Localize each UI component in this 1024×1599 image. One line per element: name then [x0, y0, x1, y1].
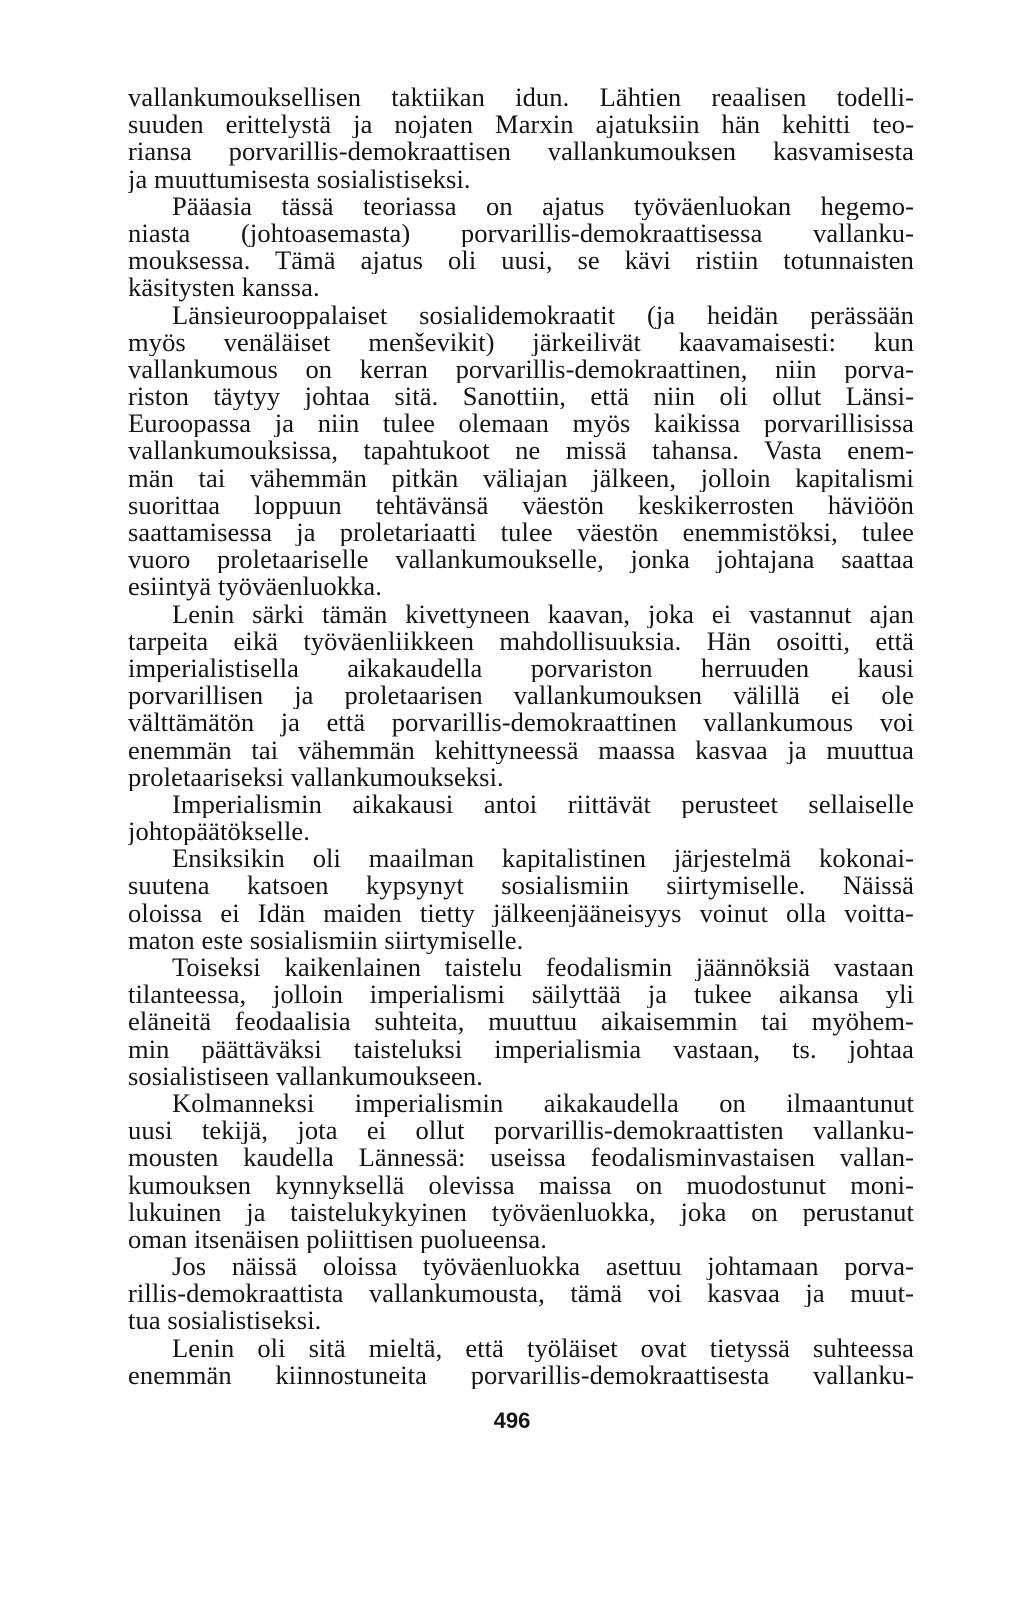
text-line: imperialistisella aikakaudella porvariston herruuden kausi	[128, 654, 914, 683]
page-number: 496	[493, 1408, 531, 1433]
text-line: johtopäätökselle.	[128, 818, 310, 846]
text-line: Länsieurooppalaiset sosialidemokraatit (ja heidän perässään	[172, 301, 914, 329]
text-line: tarpeita eikä työväenliikkeen mahdollisuuksia. Hän osoitti, että	[128, 627, 914, 655]
text-line: mouksessa. Tämä ajatus oli uusi, se kävi ristiin totunnaisten	[128, 247, 914, 275]
text-line: tilanteessa, jolloin imperialismi säilyttää ja tukee aikansa yli	[128, 981, 914, 1009]
text-line: esiintyä työväenluokka.	[128, 573, 382, 601]
text-line: proletaariseksi vallankumoukseksi.	[128, 763, 504, 791]
text-line: min päättäväksi taisteluksi imperialismia vastaan, ts. johtaa	[128, 1035, 914, 1063]
text-line: Ensiksikin oli maailman kapitalistinen järjestelmä kokonai-	[172, 845, 914, 873]
text-line: suorittaa loppuun tehtävänsä väestön keskikerrosten häviöön	[128, 491, 914, 519]
text-line: oman itsenäisen poliittisen puolueensa.	[128, 1225, 547, 1254]
text-line: Toiseksi kaikenlainen taistelu feodalismin jäännöksiä vastaan	[172, 954, 914, 982]
text-line: niasta (johtoasemasta) porvarillis-demokraattisessa vallanku-	[128, 219, 914, 248]
text-line: maton este sosialismiin siirtymiselle.	[128, 926, 524, 954]
text-line: tua sosialistiseksi.	[128, 1307, 322, 1335]
text-line: enemmän tai vähemmän kehittyneessä maassa kasvaa ja muuttua	[128, 736, 914, 764]
text-line: riston täytyy johtaa sitä. Sanottiin, että niin oli ollut Länsi-	[128, 383, 914, 411]
text-line: Lenin särki tämän kivettyneen kaavan, joka ei vastannut ajan	[172, 600, 914, 628]
text-line: vuoro proletaariselle vallankumoukselle, jonka johtajana saattaa	[128, 546, 914, 574]
text-line: rillis-demokraattista vallankumousta, tämä voi kasvaa ja muut-	[128, 1280, 914, 1308]
text-line: saattamisessa ja proletariaatti tulee väestön enemmistöksi, tulee	[128, 519, 914, 547]
page-text	[128, 84, 914, 1389]
text-line: suuden erittelystä ja nojaten Marxin ajatuksiin hän kehitti teo-	[128, 111, 914, 139]
text-line: porvarillisen ja proletaarisen vallankumouksen välillä ei ole	[128, 682, 914, 710]
text-line: lukuinen ja taistelukykyinen työväenluokka, joka on perustanut	[128, 1198, 914, 1226]
text-line: Lenin oli sitä mieltä, että työläiset ovat tietyssä suhteessa	[172, 1334, 914, 1362]
text-line: eläneitä feodaalisia suhteita, muuttuu aikaisemmin tai myöhem-	[128, 1008, 914, 1036]
text-line: mousten kaudella Lännessä: useissa feodalisminvastaisen vallan-	[128, 1144, 914, 1172]
text-line: myös venäläiset menševikit) järkeilivät kaavamaisesti: kun	[128, 328, 914, 356]
text-line: kumouksen kynnyksellä olevissa maissa on muodostunut moni-	[128, 1171, 914, 1199]
text-line: Pääasia tässä teoriassa on ajatus työväenluokan hegemo-	[172, 192, 914, 220]
text-line: oloissa ei Idän maiden tietty jälkeenjääneisyys voinut olla voitta-	[128, 899, 914, 927]
text-line: Kolmanneksi imperialismin aikakaudella on ilmaantunut	[172, 1089, 914, 1118]
text-line: sosialistiseen vallankumoukseen.	[128, 1062, 483, 1090]
text-line: käsitysten kanssa.	[128, 274, 320, 302]
text-line: välttämätön ja että porvarillis-demokraattinen vallankumous voi	[128, 709, 914, 737]
text-line: ja muuttumisesta sosialistiseksi.	[128, 165, 471, 193]
text-line: vallankumouksissa, tapahtukoot ne missä tahansa. Vasta enem-	[128, 437, 914, 465]
text-line: Jos näissä oloissa työväenluokka asettuu johtamaan porva-	[172, 1253, 914, 1281]
text-line: Imperialismin aikakausi antoi riittävät perusteet sellaiselle	[172, 790, 914, 819]
text-line: vallankumous on kerran porvarillis-demokraattinen, niin porva-	[128, 355, 914, 384]
text-line: suutena katsoen kypsynyt sosialismiin siirtymiselle. Näissä	[128, 872, 914, 900]
text-line: vallankumouksellisen taktiikan idun. Lähtien reaalisen todelli-	[128, 84, 914, 112]
text-line: riansa porvarillis-demokraattisen vallankumouksen kasvamisesta	[128, 138, 914, 166]
text-line: Euroopassa ja niin tulee olemaan myös kaikissa porvarillisissa	[128, 410, 914, 438]
text-line: enemmän kiinnostuneita porvarillis-demokraattisesta vallanku-	[128, 1361, 914, 1389]
text-line: män tai vähemmän pitkän väliajan jälkeen, jolloin kapitalismi	[128, 464, 914, 492]
text-line: uusi tekijä, jota ei ollut porvarillis-demokraattisten vallanku-	[128, 1117, 914, 1145]
